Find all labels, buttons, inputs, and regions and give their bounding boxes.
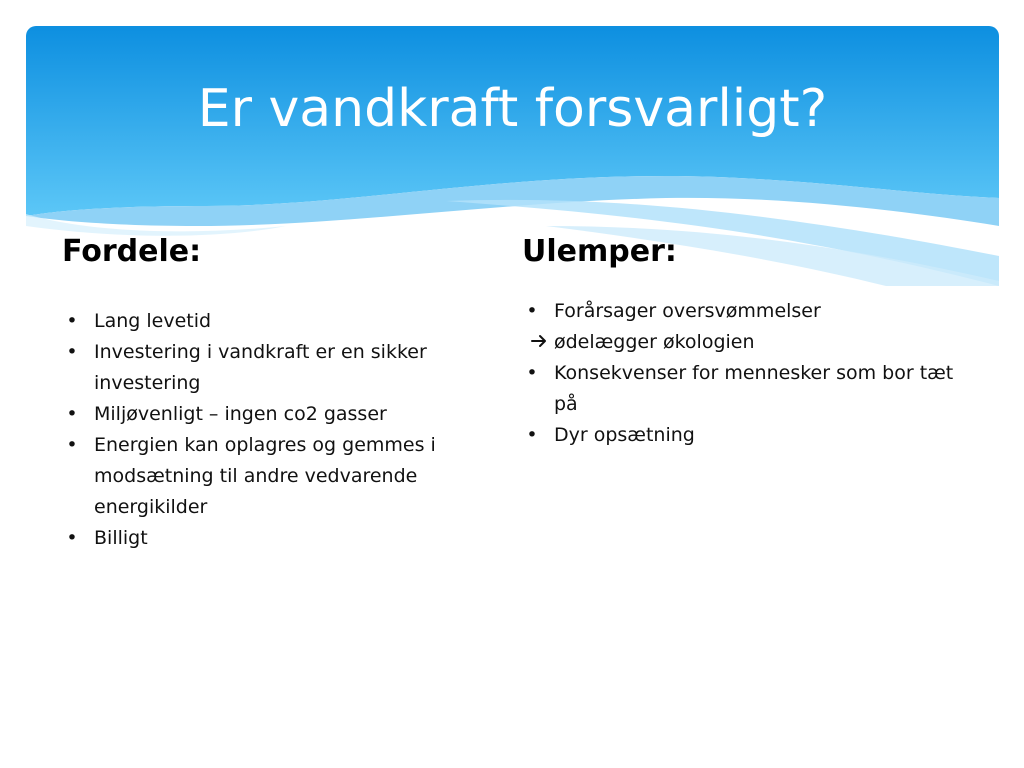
arrow-right-icon xyxy=(530,333,548,349)
list-item: • Investering i vandkraft er en sikker investering xyxy=(62,337,457,399)
list-item: • Energien kan oplagres og gemmes i modsætning til andre vedvarende energikilder xyxy=(62,430,457,523)
disadvantages-list xyxy=(522,296,982,451)
advantages-heading: Fordele: xyxy=(62,234,202,269)
advantages-list xyxy=(62,306,457,554)
list-item-consequence xyxy=(522,327,982,358)
list-item: • Miljøvenligt – ingen co2 gasser xyxy=(62,399,457,430)
list-item: • Lang levetid xyxy=(62,306,457,337)
disadvantages-heading: Ulemper: xyxy=(522,234,677,269)
slide-title: Er vandkraft forsvarligt? xyxy=(197,79,828,139)
list-item: • Forårsager oversvømmelser xyxy=(522,296,982,327)
list-item-text: ødelægger økologien xyxy=(554,331,755,353)
list-item: • Dyr opsætning xyxy=(522,420,982,451)
list-item: • Konsekvenser for mennesker som bor tæt på xyxy=(522,358,982,420)
list-item: • Billigt xyxy=(62,523,457,554)
